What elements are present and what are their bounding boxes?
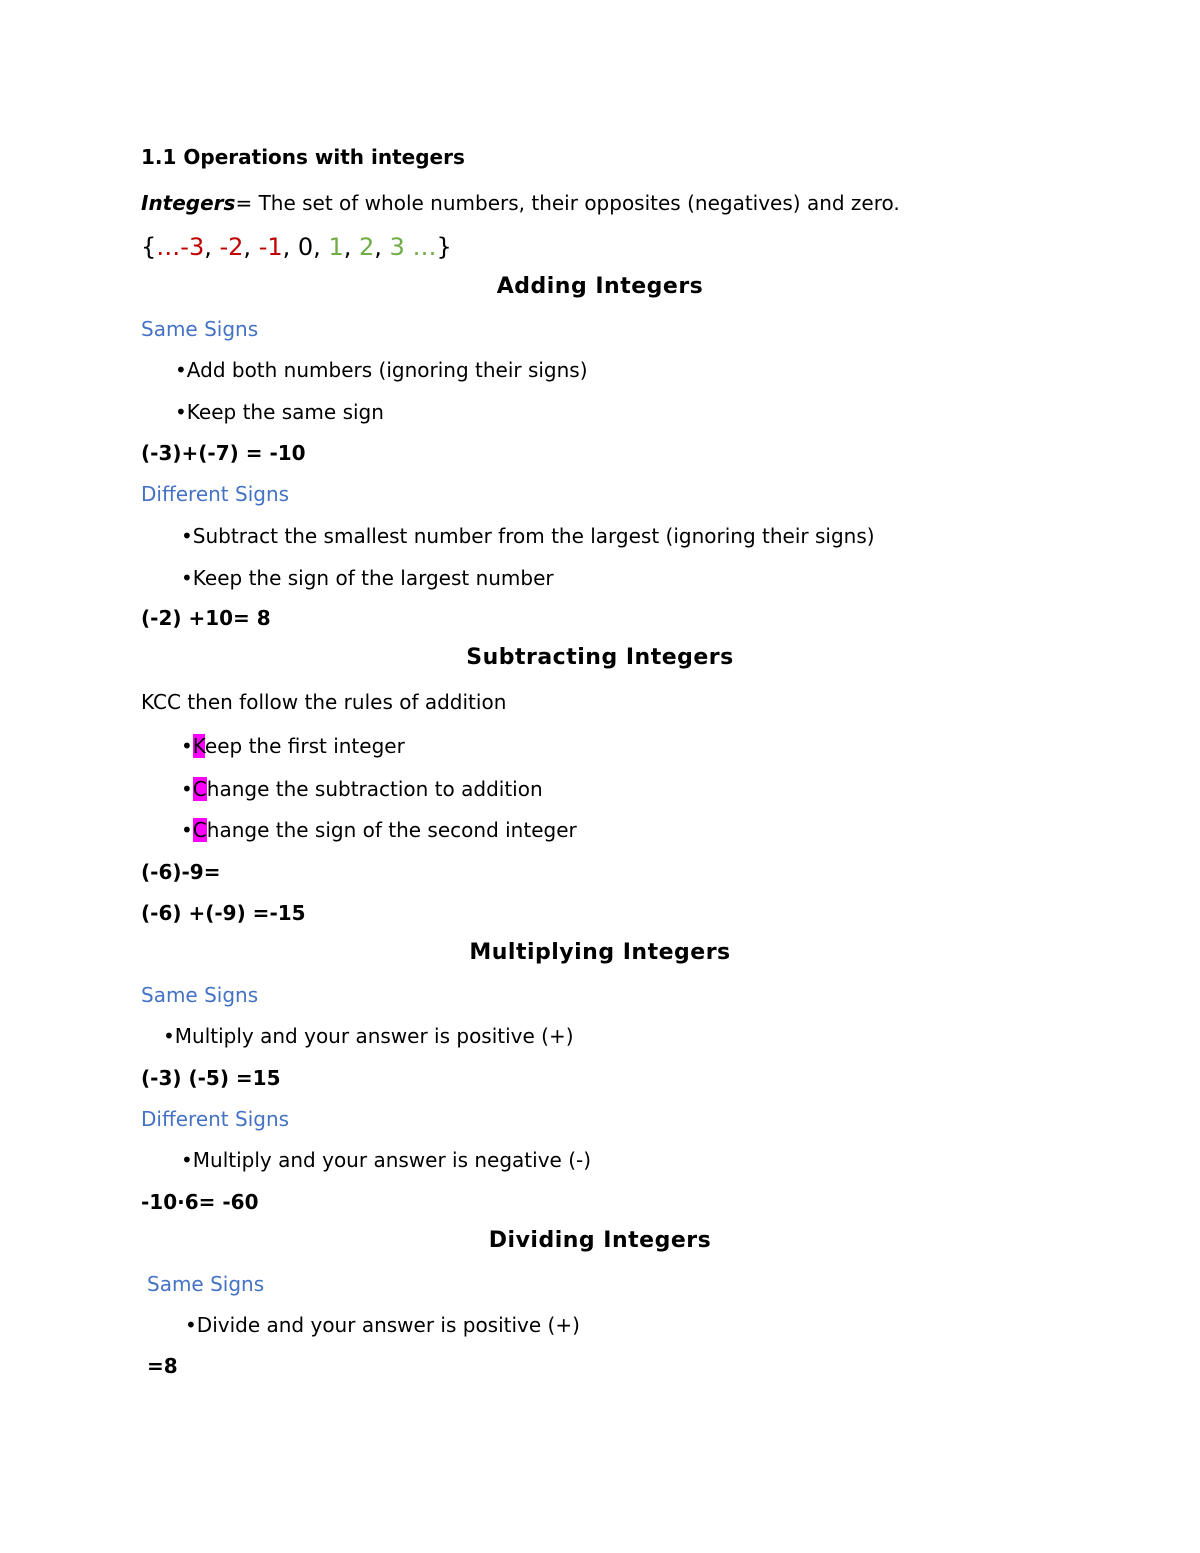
integer-set [141,232,452,262]
multiplying-same-signs-label: Same Signs [141,983,259,1007]
multiplying-diff-rule: •Multiply and your answer is negative (-) [181,1148,592,1172]
subtracting-example-2: (-6) +(-9) =-15 [141,901,306,925]
set-dots-left: … [156,233,181,261]
definition-text: = The set of whole numbers, their opposites (negatives) and zero. [235,191,900,215]
rule-text: hange the sign of the second integer [206,818,577,842]
dividing-same-rule: •Divide and your answer is positive (+) [185,1313,580,1337]
kcc-rule-change-operation [181,777,543,801]
dividing-heading: Dividing Integers [488,1228,712,1253]
set-value-pos2: 2 [358,233,375,261]
adding-same-rule: •Add both numbers (ignoring their signs) [175,358,588,382]
highlighted-letter: C [192,818,207,842]
multiplying-heading: Multiplying Integers [469,940,731,965]
kcc-rule-keep [181,734,405,758]
set-value-pos3: 3 [389,233,405,261]
set-value-neg1: -1 [258,233,283,261]
set-value-neg2: -2 [219,233,244,261]
adding-diff-rule: •Subtract the smallest number from the largest (ignoring their signs) [181,524,875,548]
adding-diff-rule: •Keep the sign of the largest number [181,566,554,590]
set-sep: , [343,233,359,261]
multiplying-diff-example: -10·6= -60 [141,1190,259,1214]
bullet: • [181,777,193,801]
set-sep: , [313,233,329,261]
set-open-brace: { [141,233,157,261]
subtracting-heading: Subtracting Integers [466,645,734,670]
bullet: • [181,734,193,758]
adding-same-rule: •Keep the same sign [175,400,384,424]
adding-heading: Adding Integers [496,274,704,299]
highlighted-letter: C [192,777,207,801]
integers-definition [141,191,900,215]
dividing-same-example: =8 [147,1354,178,1378]
set-value-neg3: -3 [180,233,205,261]
set-dots-right: … [404,233,437,261]
set-close-brace: } [436,233,452,261]
set-sep: , [204,233,220,261]
subtracting-example-1: (-6)-9= [141,860,221,884]
multiplying-same-rule: •Multiply and your answer is positive (+) [163,1024,574,1048]
dividing-same-signs-label: Same Signs [147,1272,265,1296]
adding-different-signs-label: Different Signs [141,482,290,506]
set-sep: , [282,233,298,261]
definition-term: Integers [141,191,236,215]
rule-text: hange the subtraction to addition [206,777,543,801]
set-sep: , [243,233,259,261]
adding-same-example: (-3)+(-7) = -10 [141,441,306,465]
set-value-pos1: 1 [328,233,344,261]
set-value-zero: 0 [297,233,314,261]
adding-same-signs-label: Same Signs [141,317,259,341]
subtracting-intro: KCC then follow the rules of addition [141,690,507,714]
bullet: • [181,818,193,842]
rule-text: eep the first integer [204,734,405,758]
multiplying-different-signs-label: Different Signs [141,1107,290,1131]
page-title: 1.1 Operations with integers [141,145,465,169]
adding-diff-example: (-2) +10= 8 [141,606,271,630]
highlighted-letter: K [192,734,205,758]
set-sep: , [374,233,390,261]
multiplying-same-example: (-3) (-5) =15 [141,1066,281,1090]
kcc-rule-change-sign [181,818,577,842]
